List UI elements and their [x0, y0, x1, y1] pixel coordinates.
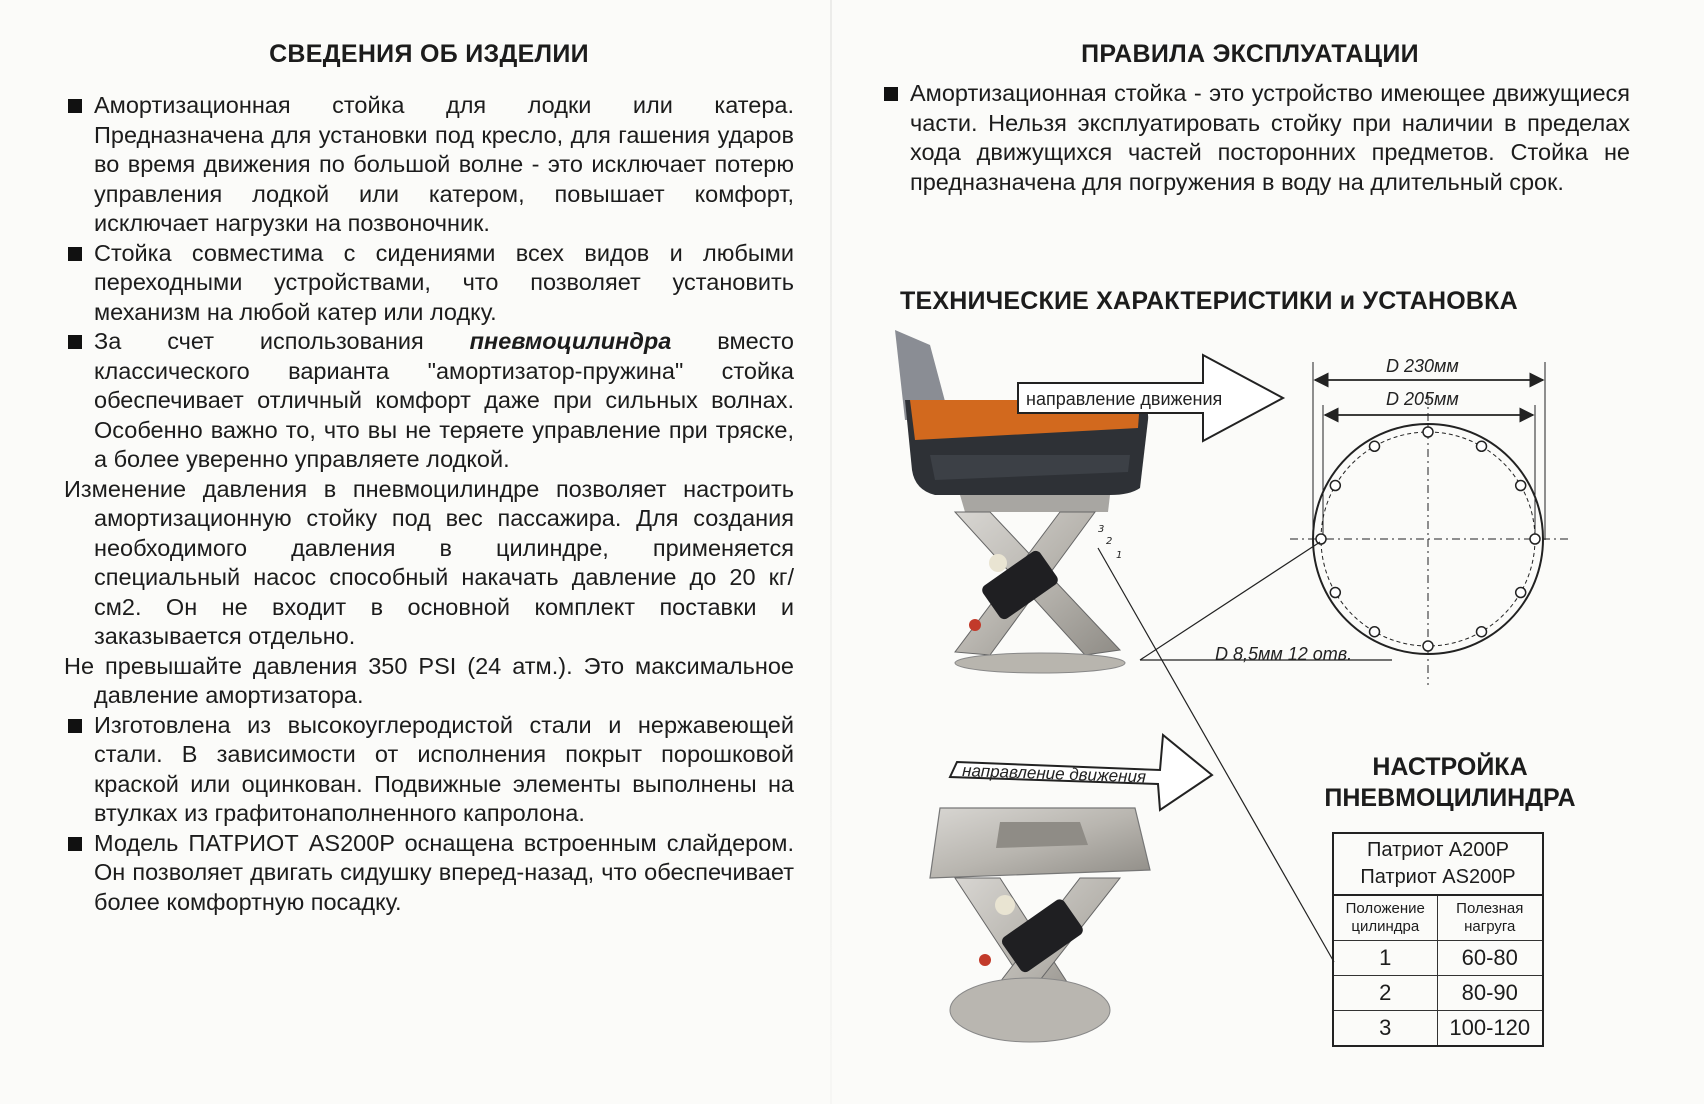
load-cell: 80-90 [1437, 976, 1543, 1011]
product-paragraph-5: Не превышайте давления 350 PSI (24 атм.). Это максимальное давление амортизатора. [64, 652, 794, 708]
position-mark-1: 1 [1116, 550, 1123, 561]
table-row [1333, 941, 1543, 976]
col-header-load: Полезная нагруга [1437, 895, 1543, 941]
model-names: Патриот А200Р Патриот AS200P [1333, 833, 1543, 895]
product-paragraph-7: Модель ПАТРИОТ AS200P оснащена встроенным слайдером. Он позволяет двигать сидушку вперед-назад, что обеспечивает более комфортную посадку. [64, 829, 794, 918]
seat-with-suspension-image [895, 330, 1148, 673]
inner-diameter-label: D 205мм [1386, 389, 1459, 409]
holes-label: D 8,5мм 12 отв. [1215, 644, 1353, 664]
position-cell: 2 [1333, 976, 1437, 1011]
direction-label-1: направление движения [1026, 389, 1223, 409]
load-cell: 100-120 [1437, 1011, 1543, 1047]
position-cell: 1 [1333, 941, 1437, 976]
operation-rules-paragraph: Амортизационная стойка - это устройство имеющее движущиеся части. Нельзя эксплуатировать стойку при наличии в пределах хода движущихся частей посторонних предметов. Стойка не предназначена для погружения в воду на длительный срок. [880, 79, 1630, 197]
table-row [1333, 1011, 1543, 1047]
product-info-title: СВЕДЕНИЯ ОБ ИЗДЕЛИИ [269, 40, 589, 68]
position-mark-3: 3 [1098, 524, 1105, 535]
product-paragraph-1: Амортизационная стойка для лодки или катера. Предназначена для установки под кресло, для гашения ударов во время движения по большой волне - это исключает потерю управления лодкой или катером, повышает комфорт, исключает нагрузки на позвоночник. [64, 91, 794, 239]
cylinder-setup-title: НАСТРОЙКА ПНЕВМОЦИЛИНДРА [1324, 753, 1576, 812]
table-row [1333, 976, 1543, 1011]
direction-label-2: направление движения [961, 761, 1147, 787]
pneumocylinder-emphasis: пневмоцилиндра [469, 328, 672, 354]
direction-arrow-2 [950, 735, 1212, 810]
product-paragraph-4: Изменение давления в пневмоцилиндре позволяет настроить амортизационную стойку под вес пассажира. Для создания необходимого давления в цилиндре, применяется специальный насос способный накачать давление до 20 кг/см2. Он не входит в основной комплект поставки и заказывается отдельно. [64, 475, 794, 649]
cylinder-setup-table [1332, 832, 1544, 1047]
load-cell: 60-80 [1437, 941, 1543, 976]
position-mark-2: 2 [1106, 536, 1113, 547]
col-header-position: Положение цилиндра [1333, 895, 1437, 941]
slider-mechanism-image [930, 808, 1150, 1042]
operation-rules-title: ПРАВИЛА ЭКСПЛУАТАЦИИ [1081, 40, 1419, 68]
outer-diameter-label: D 230мм [1386, 356, 1459, 376]
product-paragraph-6: Изготовлена из высокоуглеродистой стали и нержавеющей стали. В зависимости от исполнения покрыт порошковой краской или оцинкован. Подвижные элементы выполнены на втулках из графитонаполненного капролона. [64, 711, 794, 829]
position-cell: 3 [1333, 1011, 1437, 1047]
product-paragraph-3: За счет использования пневмоцилиндра вместо классического варианта "амортизатор-пружина" стойка обеспечивает отличный комфорт даже при сильных волнах. Особенно важно то, что вы не теряете управление при тряске, а более уверенно управляете лодкой. [64, 327, 794, 475]
product-paragraph-2: Стойка совместима с сидениями всех видов и любыми переходными устройствами, что позволяет установить механизм на любой катер или лодку. [64, 239, 794, 328]
tech-specs-title: ТЕХНИЧЕСКИЕ ХАРАКТЕРИСТИКИ и УСТАНОВКА [900, 287, 1518, 315]
